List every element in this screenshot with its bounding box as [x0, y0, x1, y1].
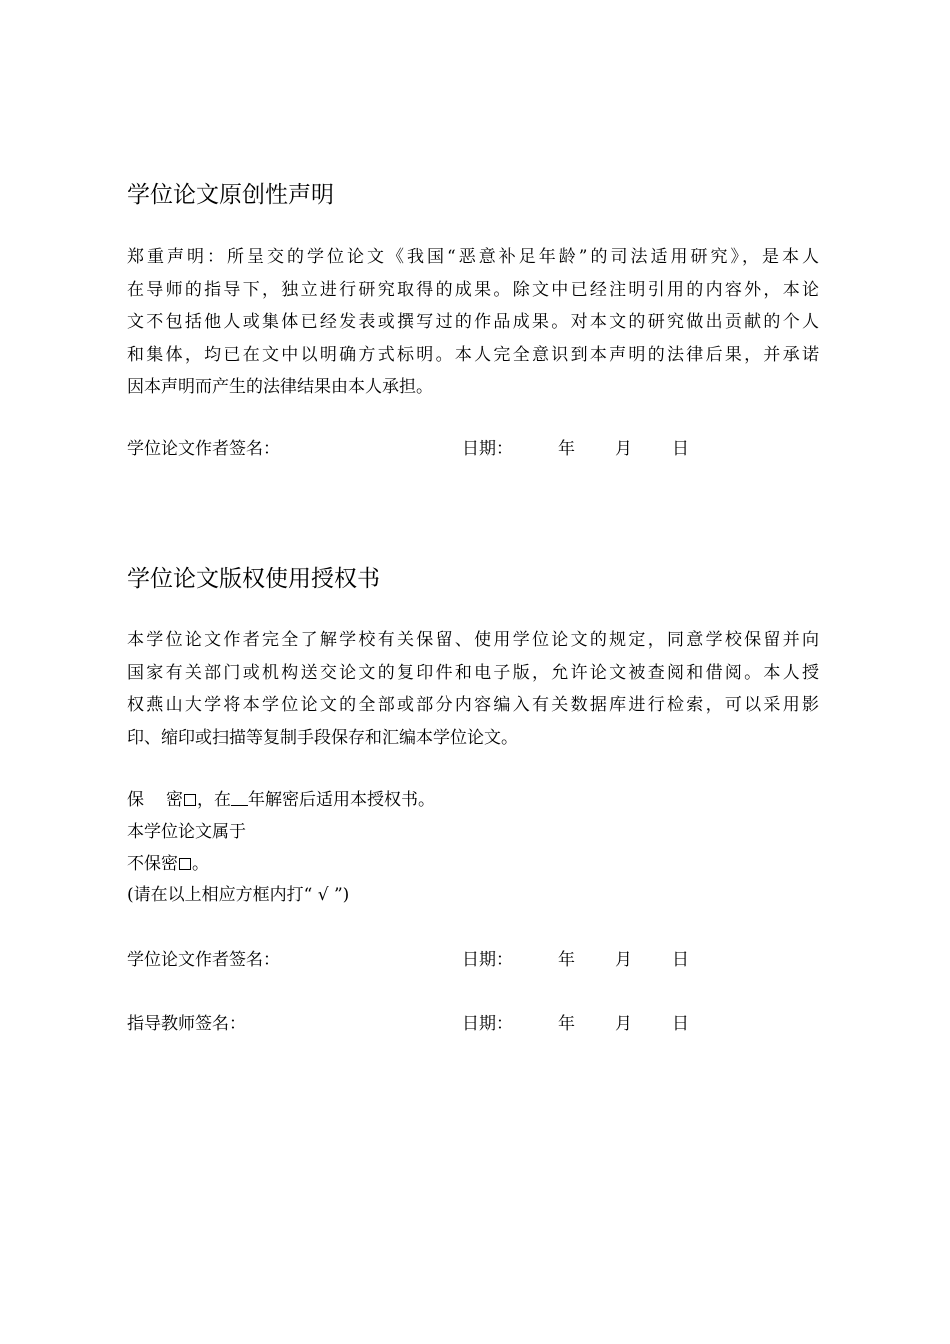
authorization-line: 国家有关部门或机构送交论文的复印件和电子版，允许论文被查阅和借阅。本人授	[127, 662, 819, 683]
secret-option-line	[127, 788, 435, 812]
authorization-title: 学位论文版权使用授权书	[127, 566, 380, 592]
belongs-line: 本学位论文属于	[127, 822, 246, 842]
not-secret-label: 不保密	[127, 854, 178, 874]
month-label: 月	[615, 439, 632, 459]
authorization-line: 权燕山大学将本学位论文的全部或部分内容编入有关数据库进行检索，可以采用影	[127, 695, 819, 715]
month-label: 月	[615, 1014, 632, 1034]
declaration-paragraph	[127, 241, 819, 404]
date-label: 日期：	[462, 950, 513, 970]
declaration-line: 和集体，均已在文中以明确方式标明。本人完全意识到本声明的法律后果，并承诺	[127, 344, 819, 365]
day-label: 日	[672, 950, 689, 970]
declaration-line: 郑重声明：所呈交的学位论文《我国“恶意补足年龄”的司法适用研究》，是本人	[127, 247, 819, 267]
declaration-line: 文不包括他人或集体已经发表或撰写过的作品成果。对本文的研究做出贡献的个人	[127, 312, 819, 332]
authorization-line: 本学位论文作者完全了解学校有关保留、使用学位论文的规定，同意学校保留并向	[127, 630, 819, 650]
declaration-line: 在导师的指导下，独立进行研究取得的成果。除文中已经注明引用的内容外，本论	[127, 279, 819, 300]
month-label: 月	[615, 950, 632, 970]
declaration-line: 因本声明而产生的法律结果由本人承担。	[127, 377, 433, 397]
years-blank-field[interactable]	[231, 791, 248, 806]
not-secret-option-line	[127, 852, 209, 876]
author-signature-label: 学位论文作者签名：	[127, 439, 280, 459]
authorization-line: 印、缩印或扫描等复制手段保存和汇编本学位论文。	[127, 727, 518, 748]
year-label: 年	[558, 439, 575, 459]
not-secret-checkbox[interactable]	[179, 858, 191, 870]
authorization-paragraph	[127, 624, 819, 754]
author-signature-label: 学位论文作者签名：	[127, 950, 280, 970]
advisor-signature-label: 指导教师签名：	[127, 1014, 246, 1034]
year-label: 年	[558, 950, 575, 970]
declaration-signature-row	[127, 437, 747, 461]
checkbox-instruction: (请在以上相应方框内打“ √ ”)	[127, 885, 350, 905]
secret-checkbox[interactable]	[184, 794, 196, 806]
secret-label-part1: 保	[127, 790, 144, 810]
date-label: 日期：	[462, 1014, 513, 1034]
authorization-author-signature-row	[127, 948, 747, 972]
declaration-title: 学位论文原创性声明	[127, 182, 334, 208]
secret-tail-text: 年解密后适用本授权书。	[248, 790, 435, 810]
secret-mid-text: ，在	[197, 790, 231, 810]
not-secret-end: 。	[192, 854, 209, 874]
day-label: 日	[672, 1014, 689, 1034]
date-label: 日期：	[462, 439, 513, 459]
advisor-signature-row	[127, 1012, 747, 1036]
day-label: 日	[672, 439, 689, 459]
secret-label-part2: 密	[166, 790, 183, 810]
year-label: 年	[558, 1014, 575, 1034]
